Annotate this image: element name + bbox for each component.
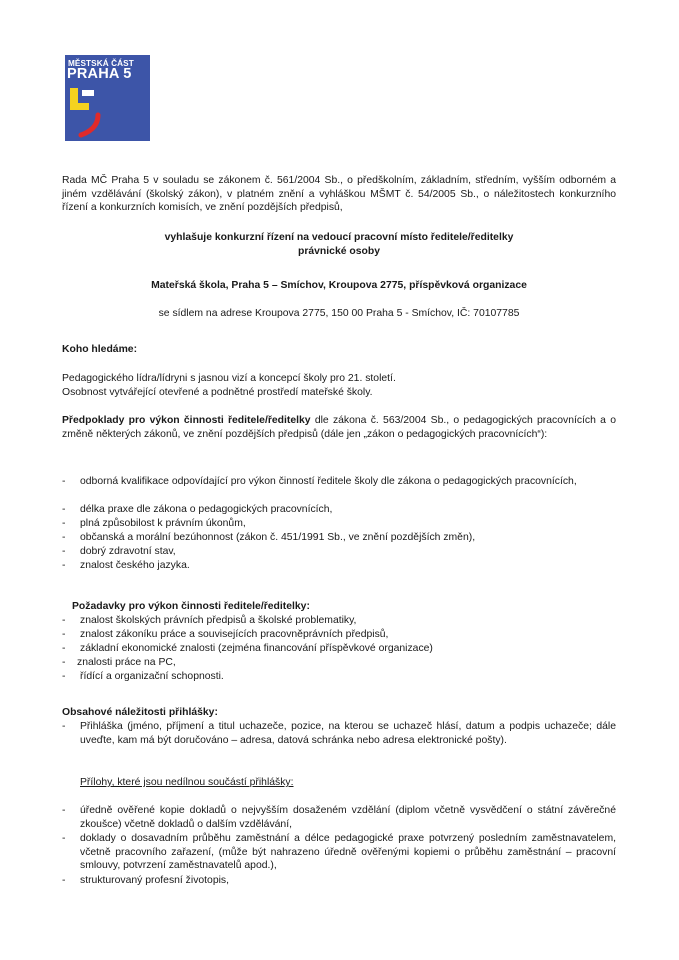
logo-red-arc	[81, 115, 98, 135]
pozadavky-item: základní ekonomické znalosti (zejména financování příspěvkové organizace)	[80, 643, 433, 654]
predpoklady-heading-rest: dle zákona č. 563/2004 Sb., o pedagogických pracovnících a o změně některých zákonů, ve znění pozdějších předpisů (dále jen „zákon o pedagogických pracovnících“):	[62, 415, 616, 440]
predpoklady-paragraph	[62, 414, 616, 441]
list-dash: -	[62, 504, 66, 515]
list-dash: -	[62, 671, 66, 682]
logo-yellow-l-horizontal	[70, 103, 89, 110]
organization-name: Mateřská škola, Praha 5 – Smíchov, Kroupova 2775, příspěvková organizace	[151, 280, 527, 291]
list-dash: -	[62, 532, 66, 543]
logo-text-line2: PRAHA 5	[67, 66, 132, 82]
announcement-line1: vyhlašuje konkurzní řízení na vedoucí pracovní místo ředitele/ředitelky	[164, 232, 514, 243]
pozadavky-item: řídící a organizační schopnosti.	[80, 671, 224, 682]
list-dash: -	[62, 643, 66, 654]
nalezitosti-item: Přihláška (jméno, příjmení a titul uchazeče, pozice, na kterou se uchazeč hlásí, datum a podpis uchazeče; dále uveďte, kam má být doručováno – adresa, datová schránka nebo adresa elektronické pošty).	[80, 721, 616, 746]
pozadavky-item: znalosti práce na PC,	[77, 657, 176, 668]
list-dash: -	[62, 560, 66, 571]
prilohy-item: doklady o dosavadním průběhu zaměstnání a délce pedagogické praxe potvrzený posledním zaměstnavatelem, včetně pracovního zařazení, (může být nahrazeno úředně ověřenými kopiemi o průběhu zaměstnání – pracovní smlouvy, potvrzení zaměstnavatelů apod.),	[80, 833, 616, 872]
announcement-line2: právnické osoby	[297, 246, 380, 257]
list-dash: -	[62, 476, 66, 487]
section-heading-koho-hledame: Koho hledáme:	[62, 344, 138, 355]
list-dash: -	[62, 629, 66, 640]
list-dash: -	[62, 615, 66, 626]
list-dash: -	[62, 833, 66, 844]
predpoklady-item: znalost českého jazyka.	[80, 560, 190, 571]
logo-mestska-cast-praha-5	[65, 55, 150, 141]
list-dash: -	[62, 518, 66, 529]
pozadavky-item: znalost školských právních předpisů a školské problematiky,	[80, 615, 357, 626]
list-dash: -	[62, 657, 66, 668]
prilohy-item: strukturovaný profesní životopis,	[80, 875, 230, 886]
section-heading-pozadavky: Požadavky pro výkon činnosti ředitele/ředitelky:	[72, 601, 310, 612]
prilohy-heading: Přílohy, které jsou nedílnou součástí přihlášky:	[80, 777, 294, 788]
list-dash: -	[62, 805, 66, 816]
koho-line2: Osobnost vytvářející otevřené a podnětné prostředí mateřské školy.	[62, 387, 373, 398]
prilohy-item: úředně ověřené kopie dokladů o nejvyšším dosaženém vzdělání (diplom včetně vysvědčení o státní závěrečné zkoušce) včetně dokladů o dalším vzdělávání,	[80, 805, 616, 830]
list-dash: -	[62, 546, 66, 557]
organization-address: se sídlem na adrese Kroupova 2775, 150 00 Praha 5 - Smíchov, IČ: 70107785	[158, 308, 520, 319]
koho-line1: Pedagogického lídra/lídryni s jasnou vizí a koncepcí školy pro 21. století.	[62, 373, 396, 384]
logo-white-bar	[82, 90, 94, 96]
predpoklady-item: občanská a morální bezúhonnost (zákon č. 451/1991 Sb., ve znění pozdějších změn),	[80, 532, 476, 543]
list-dash: -	[62, 721, 66, 732]
pozadavky-item: znalost zákoníku práce a souvisejících pracovněprávních předpisů,	[80, 629, 389, 640]
predpoklady-heading: Předpoklady pro výkon činnosti ředitele/ředitelky	[62, 415, 311, 426]
intro-paragraph: Rada MČ Praha 5 v souladu se zákonem č. 561/2004 Sb., o předškolním, základním, středním, vyšším odborném a jiném vzdělávání (školský zákon), v platném znění a vyhláškou MŠMT č. 54/2005 Sb., o náležitostech konkurzního řízení a konkurzních komisích, ve znění pozdějších předpisů,	[62, 175, 616, 214]
predpoklady-item: plná způsobilost k právním úkonům,	[80, 518, 246, 529]
list-dash: -	[62, 875, 66, 886]
predpoklady-item: odborná kvalifikace odpovídající pro výkon činností ředitele školy dle zákona o pedagogických pracovnících,	[80, 476, 577, 487]
predpoklady-item: dobrý zdravotní stav,	[80, 546, 176, 557]
logo-text-line1: MĚSTSKÁ ČÁST	[68, 59, 134, 68]
section-heading-nalezitosti: Obsahové náležitosti přihlášky:	[62, 707, 218, 718]
predpoklady-item: délka praxe dle zákona o pedagogických pracovnících,	[80, 504, 333, 515]
